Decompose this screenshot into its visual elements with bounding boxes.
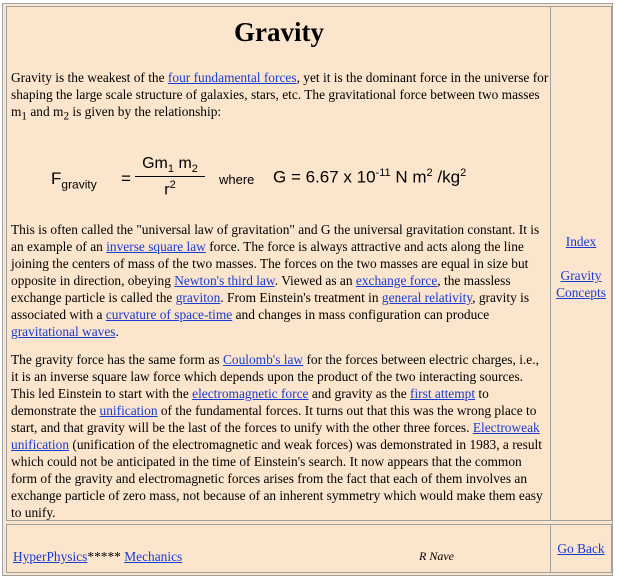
footer-nav [13,549,182,565]
link-general-relativity[interactable]: general relativity [381,290,473,305]
intro-paragraph: Gravity is the weakest of the four fundamental forces, yet it is the dominant force in the universe for shaping the large scale structure of galaxies, stars, etc. The gravitational force between two masses $m_1$ and $m_2$ is given by the relationship: [11,70,549,123]
link-gravitational-waves[interactable]: gravitational waves [11,324,116,339]
formula-equals: = [121,169,131,188]
author-credit: R Nave [419,549,454,563]
link-inverse-square-law[interactable]: inverse square law [106,239,206,254]
link-electromagnetic-force[interactable]: electromagnetic force [192,386,309,401]
sidebar-links [551,233,611,301]
main-content [6,6,552,521]
link-unification[interactable]: unification [99,403,158,418]
link-coulombs-law[interactable]: Coulomb's law [222,352,304,367]
link-graviton[interactable]: graviton [175,290,221,305]
sidebar-gravity-concepts-link[interactable]: Gravity Concepts [556,268,606,300]
link-exchange-force[interactable]: exchange force [355,273,438,288]
formula-fraction [135,155,205,200]
page-title: Gravity [234,17,324,47]
rating-stars: ***** [87,549,121,564]
unification-paragraph: The gravity force has the same form as Coulomb's law for the forces between electric charges, i.e., it is an inverse square law force which depends upon the product of the two interacting sources. This led Einstein to start with the electromagnetic force and gravity as the first attempt to demonstrate the unification of the fundamental forces. It turns out that this was the wrong place to start, and that gravity will be the last of the forces to unify with the other three forces. Electroweak unification (unification of the electromagnetic and weak forces) was demonstrated in 1983, a result which could not be anticipated in the time of Einstein's search. It now appears that the common form of the gravity and electromagnetic forces arises from the fact that each of them involves an exchange particle of zero mass, not because of an inherent symmetry which would make them easy to unify. [11,352,543,520]
link-electroweak-unification[interactable]: Electroweak unification [11,420,540,452]
hyperphysics-link[interactable]: HyperPhysics [13,549,88,564]
link-first-attempt[interactable]: first attempt [410,386,476,401]
formula-denominator: $r^2$ [164,179,176,199]
gravity-formula [51,155,531,203]
footer [6,524,552,573]
footer-right [550,524,612,573]
sidebar [550,6,612,521]
formula-lhs: $F_{gravity}$ [51,169,97,192]
formula-constant: G = 6.67 x $10^{-11}$ N $m^2$ $/kg^2$ [273,167,467,187]
mechanics-link[interactable]: Mechanics [124,549,183,564]
link-newtons-third-law[interactable]: Newton's third law [174,273,275,288]
formula-numerator: $Gm_1$ $m_2$ [135,155,205,177]
formula-where: where [219,172,255,187]
law-paragraph: This is often called the "universal law of gravitation" and G the universal gravitation constant. It is an example of an inverse square law force. The force is always attractive and acts along the line joining the centers of mass of the two masses. The forces on the two masses are equal in size but opposite in direction, obeying Newton's third law. Viewed as an exchange force, the massless exchange particle is called the graviton. From Einstein's treatment in general relativity, gravity is associated with a curvature of space-time and changes in mass configuration can produce gravitational waves. [11,222,540,339]
link-four-fundamental-forces[interactable]: four fundamental forces [167,70,297,85]
link-curvature-of-space-time[interactable]: curvature of space-time [105,307,233,322]
go-back-link[interactable]: Go Back [557,541,605,556]
sidebar-index-link[interactable]: Index [565,234,597,249]
